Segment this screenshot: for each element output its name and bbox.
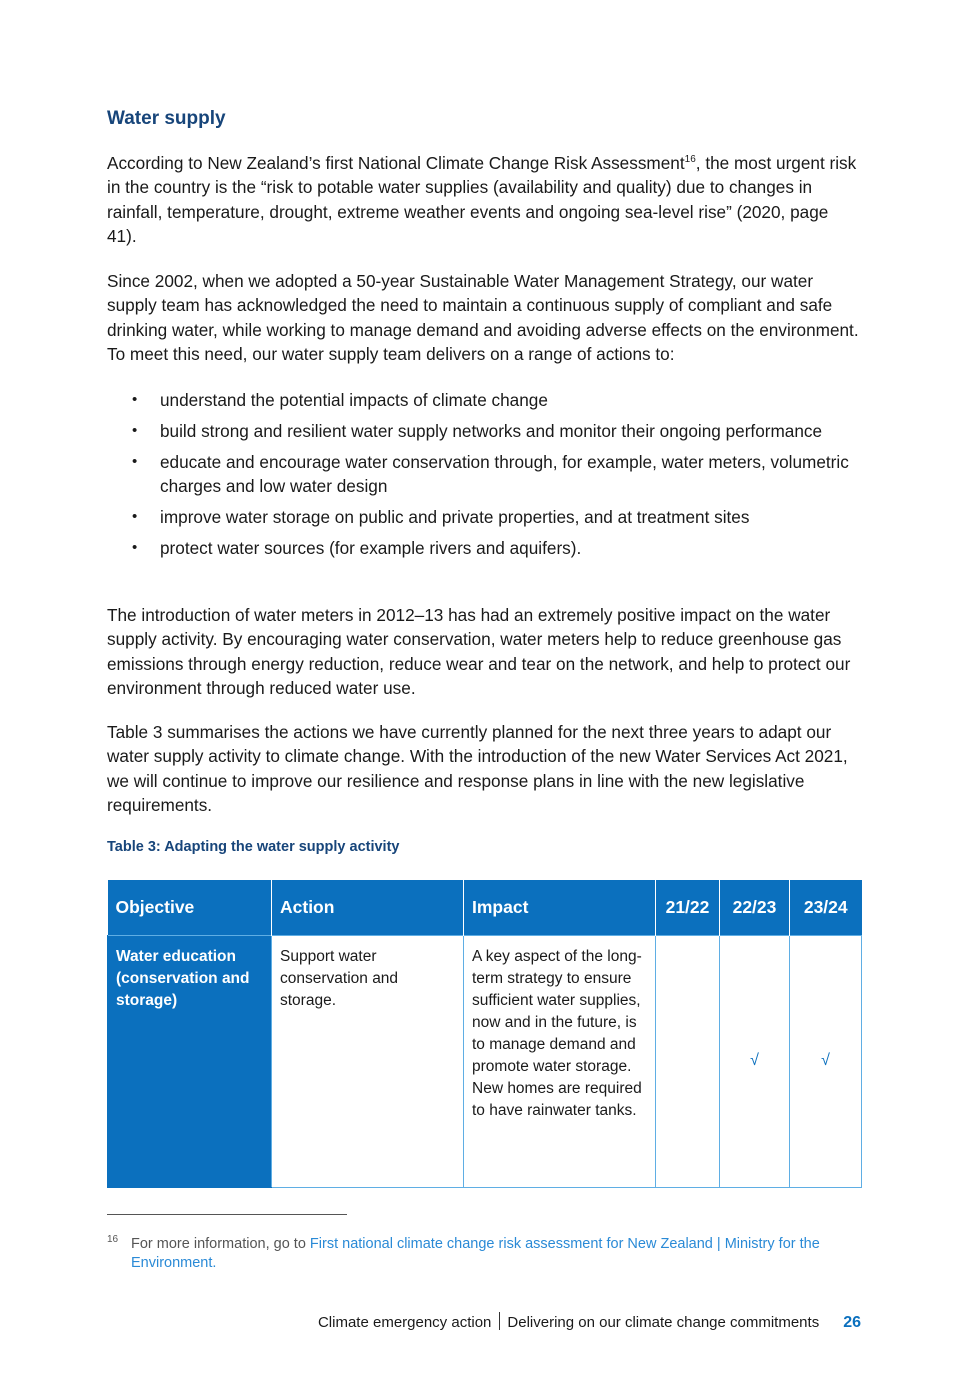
list-item-text: understand the potential impacts of climate change [160,390,548,410]
paragraph-table-intro: Table 3 summarises the actions we have currently planned for the next three years to adapt our water supply activity to climate change. With the introduction of the new Water Services Act 2021, we will continue to improve our resilience and response plans in line with the new legislative requirements. [107,722,848,816]
list-item [107,505,861,529]
cell-year-2223-check-icon: √ [720,935,790,1187]
header-objective: Objective [108,880,272,935]
cell-year-2324-check-icon: √ [790,935,862,1187]
action-bullet-list [107,388,861,567]
footnote-number: 16 [107,1234,119,1245]
list-item [107,450,861,499]
list-item-text: educate and encourage water conservation through, for example, water meters, volumetric charges and low water design [160,451,849,497]
bullet-icon: • [132,539,138,557]
table-row [108,935,862,1187]
footnote [107,1235,861,1272]
paragraph-strategy: Since 2002, when we adopted a 50-year Sustainable Water Management Strategy, our water supply team has acknowledged the need to maintain a continuous supply of compliant and safe drinking water, while working to manage demand and avoiding adverse effects on the environment. To meet this need, our water supply team delivers on a range of actions to: [107,271,859,365]
cell-action: Support water conservation and storage. [272,935,464,1187]
footnote-divider [107,1214,347,1215]
paragraph-risk-assessment [107,151,861,249]
paragraph-text: According to New Zealand’s first National Climate Change Risk Assessment [107,153,685,173]
bullet-icon: • [132,391,138,408]
footnote-link[interactable]: First national climate change risk assessment for New Zealand | Ministry for the Environment. [131,1236,820,1271]
section-heading: Water supply [107,108,226,129]
bullet-icon: • [132,452,138,470]
list-item [107,419,861,443]
paragraph-water-meters: The introduction of water meters in 2012–13 has had an extremely positive impact on the water supply activity. By encouraging water conservation, water meters help to reduce greenhouse gas emissions through energy reduction, reduce wear and tear on the network, and help to protect our environment through reduced water use. [107,605,851,699]
footnote-text: For more information, go to [131,1236,310,1252]
adaptation-table [107,880,862,1188]
footer-doc-title: Climate emergency action [317,1314,492,1331]
header-year-2223: 22/23 [720,880,790,935]
page-number: 26 [843,1314,861,1331]
list-item [107,536,861,560]
footnote-ref[interactable]: 16 [684,154,696,165]
cell-impact: A key aspect of the long-term strategy to ensure sufficient water supplies, now and in the future, is to manage demand and promote water storage. New homes are required to have rainwater tanks. [464,935,656,1187]
cell-objective: Water education (conservation and storage) [108,935,272,1187]
header-impact: Impact [464,880,656,935]
table-caption: Table 3: Adapting the water supply activity [107,839,400,855]
table-header-row [108,880,862,935]
page-footer [318,1312,861,1332]
header-action: Action [272,880,464,935]
bullet-icon: • [132,508,138,526]
paragraph-text: , the most urgent risk in the country is the “risk to potable water supplies (availability and quality) due to changes in rainfall, temperature, drought, extreme weather events and ongoing sea-level rise” (2020, page 41). [107,153,857,247]
footer-separator [499,1312,500,1330]
list-item-text: protect water sources (for example rivers and aquifers). [160,538,582,559]
list-item [107,388,861,412]
list-item-text: improve water storage on public and private properties, and at treatment sites [160,507,750,528]
bullet-icon: • [132,421,138,439]
header-year-2324: 23/24 [790,880,862,935]
header-year-2122: 21/22 [656,880,720,935]
list-item-text: build strong and resilient water supply networks and monitor their ongoing performance [160,420,823,441]
cell-year-2122 [656,935,720,1187]
footer-section-title: Delivering on our climate change commitments [507,1314,820,1331]
